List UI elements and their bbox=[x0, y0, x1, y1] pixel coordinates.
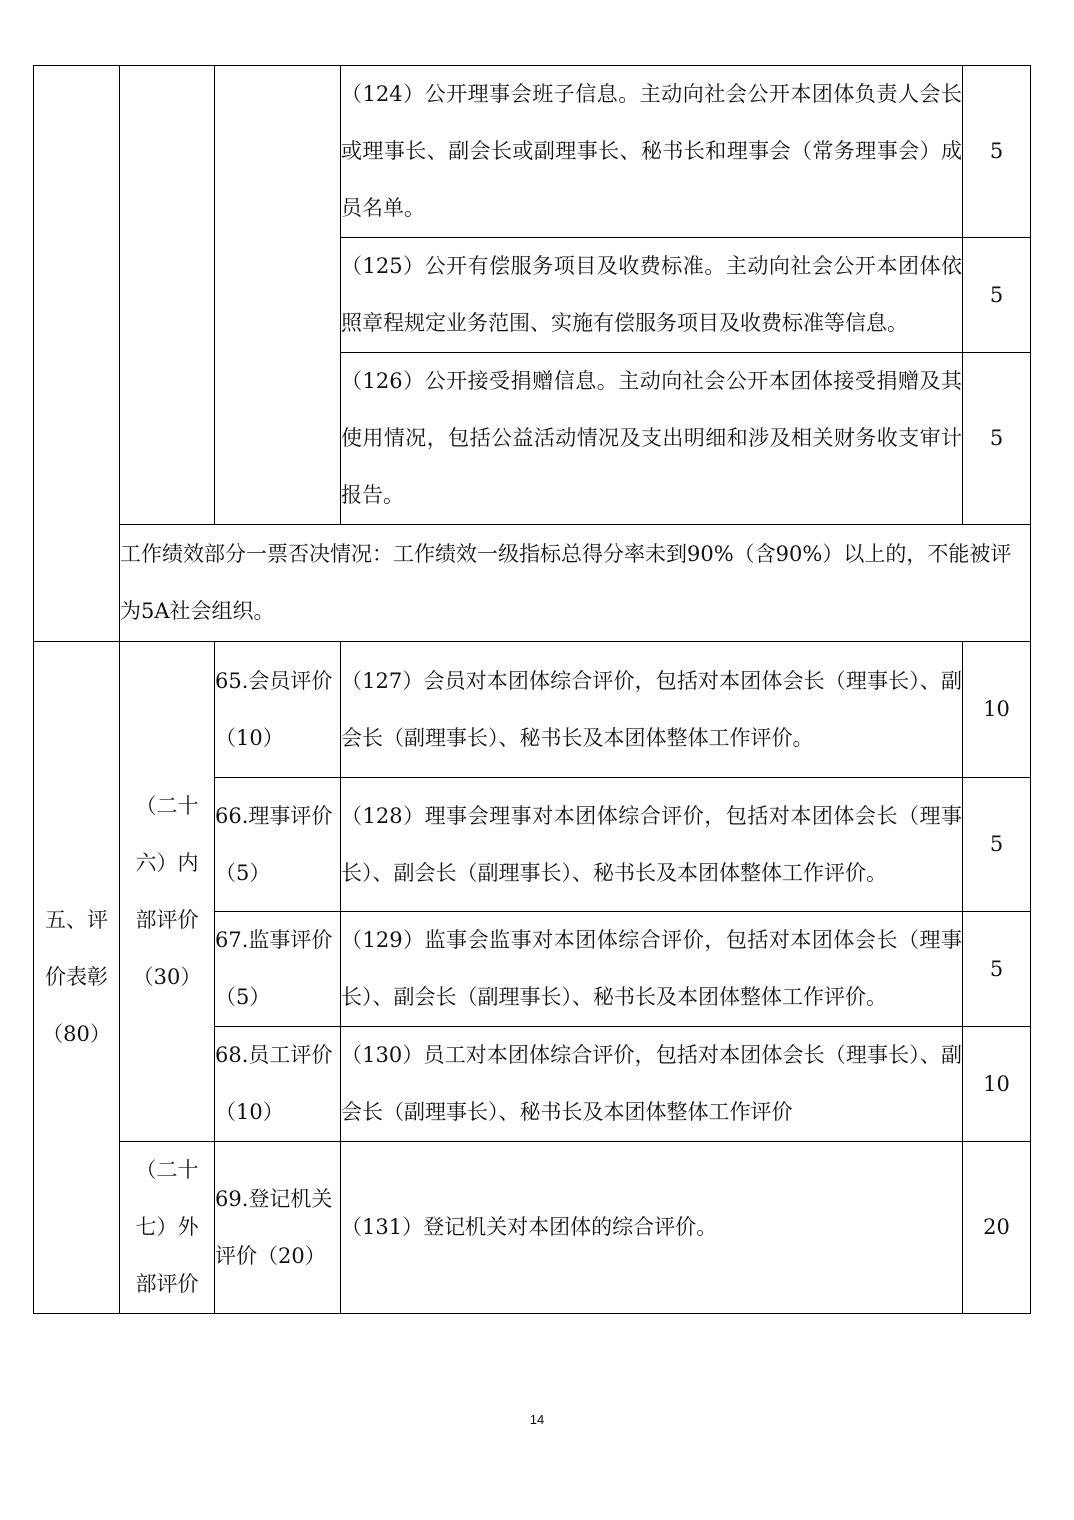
item-score: 10 bbox=[963, 642, 1031, 778]
table-row bbox=[34, 525, 1031, 642]
subcategory-external: （二十七）外部评价 bbox=[120, 1142, 215, 1314]
evaluation-table bbox=[33, 65, 1031, 1314]
item-score: 5 bbox=[963, 353, 1031, 525]
indicator-cell: 68.员工评价（10） bbox=[215, 1027, 341, 1142]
veto-note: 工作绩效部分一票否决情况：工作绩效一级指标总得分率未到90%（含90%）以上的，不能被评为5A社会组织。 bbox=[120, 525, 1031, 642]
item-description: （126）公开接受捐赠信息。主动向社会公开本团体接受捐赠及其使用情况，包括公益活动情况及支出明细和涉及相关财务收支审计报告。 bbox=[341, 353, 963, 525]
indicator-cell: 66.理事评价（5） bbox=[215, 778, 341, 912]
item-score: 5 bbox=[963, 238, 1031, 353]
item-description: （129）监事会监事对本团体综合评价，包括对本团体会长（理事长）、副会长（副理事长）、秘书长及本团体整体工作评价。 bbox=[341, 912, 963, 1027]
item-score: 10 bbox=[963, 1027, 1031, 1142]
subcategory-cell-continued bbox=[120, 66, 215, 525]
item-description: （130）员工对本团体综合评价，包括对本团体会长（理事长）、副会长（副理事长）、秘书长及本团体整体工作评价 bbox=[341, 1027, 963, 1142]
item-score: 5 bbox=[963, 778, 1031, 912]
indicator-cell: 65.会员评价（10） bbox=[215, 642, 341, 778]
item-description: （127）会员对本团体综合评价，包括对本团体会长（理事长）、副会长（副理事长）、秘书长及本团体整体工作评价。 bbox=[341, 642, 963, 778]
subcategory-internal: （二十六）内部评价（30） bbox=[120, 642, 215, 1142]
item-description: （124）公开理事会班子信息。主动向社会公开本团体负责人会长或理事长、副会长或副理事长、秘书长和理事会（常务理事会）成员名单。 bbox=[341, 66, 963, 238]
item-score: 5 bbox=[963, 66, 1031, 238]
table-row bbox=[34, 642, 1031, 778]
page-number: 14 bbox=[529, 1412, 545, 1427]
item-score: 5 bbox=[963, 912, 1031, 1027]
category-cell: 五、评价表彰（80） bbox=[34, 642, 120, 1314]
item-description: （128）理事会理事对本团体综合评价，包括对本团体会长（理事长）、副会长（副理事长）、秘书长及本团体整体工作评价。 bbox=[341, 778, 963, 912]
category-cell-continued bbox=[34, 66, 120, 642]
item-score: 20 bbox=[963, 1142, 1031, 1314]
indicator-cell: 69.登记机关评价（20） bbox=[215, 1142, 341, 1314]
item-description: （131）登记机关对本团体的综合评价。 bbox=[341, 1142, 963, 1314]
item-description: （125）公开有偿服务项目及收费标准。主动向社会公开本团体依照章程规定业务范围、实施有偿服务项目及收费标准等信息。 bbox=[341, 238, 963, 353]
indicator-cell-continued bbox=[215, 66, 341, 525]
indicator-cell: 67.监事评价（5） bbox=[215, 912, 341, 1027]
table-row bbox=[34, 1142, 1031, 1314]
table-row bbox=[34, 66, 1031, 238]
